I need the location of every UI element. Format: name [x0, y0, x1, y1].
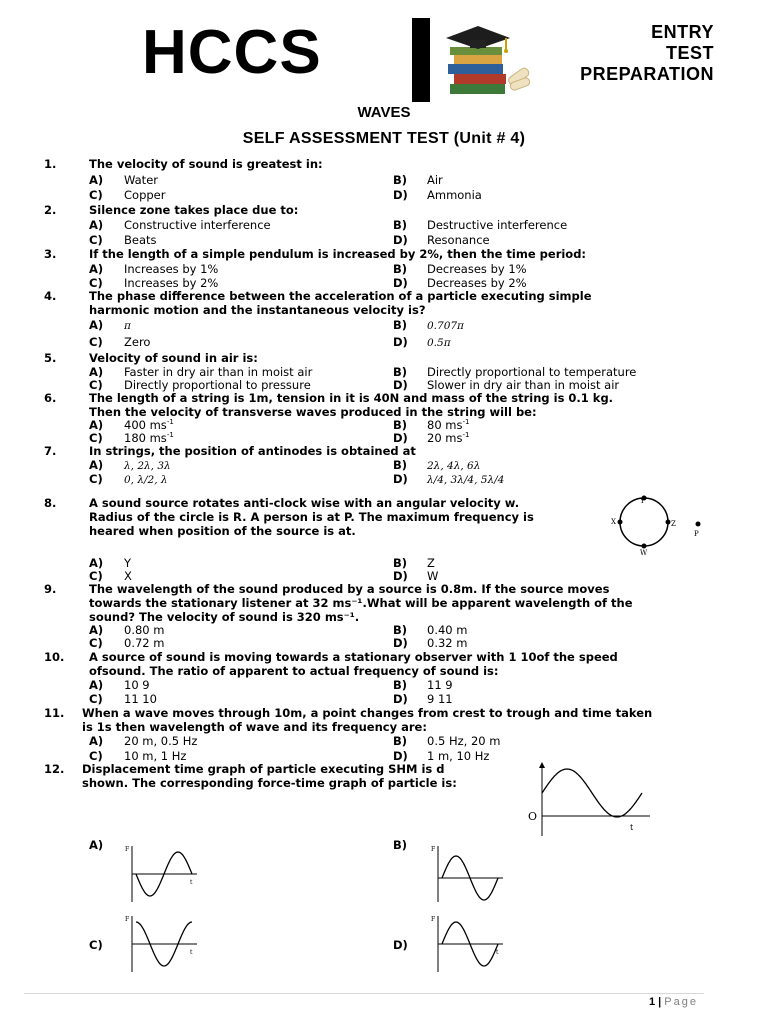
question-text-line: If the length of a simple pendulum is increased by 2%, then the time period:: [89, 247, 587, 261]
option-value: 11 10: [124, 692, 157, 706]
fig-label-w: W: [640, 549, 648, 556]
option-text: [427, 636, 467, 650]
option-value: 0.72 m: [124, 636, 165, 650]
option-superscript: -1: [166, 431, 174, 440]
option-label: D): [393, 233, 408, 247]
option-label: B): [393, 678, 408, 692]
option-value: Y: [124, 556, 132, 570]
option-value: 11 9: [427, 678, 453, 692]
option-text: [427, 569, 438, 583]
option-value: W: [427, 569, 439, 583]
option-label: A): [89, 678, 104, 692]
page-number: 1: [648, 996, 656, 1008]
entry-line-2: TEST: [665, 43, 714, 63]
fig-label-y: Y: [640, 497, 645, 505]
option-label: A): [89, 218, 104, 232]
test-title: SELF ASSESSMENT TEST (Unit # 4): [242, 130, 526, 147]
option-value: Constructive interference: [124, 218, 271, 232]
footer-divider: [24, 993, 704, 994]
option-value: Decreases by 1%: [427, 262, 527, 276]
option-text: [124, 262, 218, 276]
question-number: 6.: [44, 391, 57, 405]
option-label: D): [393, 431, 408, 445]
option-text: [124, 233, 157, 247]
graph-c-t-label: t: [190, 949, 193, 956]
option-value: Increases by 1%: [124, 262, 219, 276]
page-separator: |: [658, 996, 662, 1008]
option-text: [427, 734, 500, 748]
option-label: D): [393, 636, 408, 650]
question-text-line: The wavelength of the sound produced by a source is 0.8m. If the source moves: [89, 582, 610, 596]
option-text: [124, 173, 158, 187]
option-text: [427, 173, 443, 187]
question-text-line: harmonic motion and the instantaneous velocity is?: [89, 303, 426, 317]
option-label: D): [393, 938, 408, 952]
option-text: [124, 623, 164, 637]
option-label: B): [393, 218, 408, 232]
graph-t-label: t: [630, 823, 634, 832]
question-text-line: The length of a string is 1m, tension in it is 40N and mass of the string is 0.1 kg.: [89, 391, 614, 405]
option-value: X: [124, 569, 132, 583]
question-text-line: ofsound. The ratio of apparent to actual frequency of sound is:: [89, 664, 499, 678]
topic-heading: WAVES: [357, 104, 411, 121]
option-text: [427, 556, 435, 570]
option-value: Water: [124, 173, 158, 187]
option-superscript: -1: [462, 431, 470, 440]
option-text: [124, 678, 150, 692]
option-value: Air: [427, 173, 443, 187]
fig-label-p: P: [694, 530, 699, 538]
option-text: [427, 335, 451, 349]
option-value: λ/4, 3λ/4, 5λ/4: [427, 474, 505, 486]
option-value: 0.707π: [427, 320, 464, 332]
option-label: B): [393, 734, 408, 748]
option-text: [124, 472, 168, 486]
option-text: [124, 431, 174, 445]
option-text: [124, 188, 165, 202]
option-text: [427, 692, 453, 706]
option-label: A): [89, 173, 104, 187]
option-text: [427, 233, 490, 247]
question-number: 3.: [44, 247, 57, 261]
option-value: 10 m, 1 Hz: [124, 749, 187, 763]
option-label: C): [89, 431, 103, 445]
option-label: D): [393, 569, 408, 583]
option-value: 2λ, 4λ, 6λ: [427, 460, 481, 472]
option-label: B): [393, 318, 408, 332]
option-value: Directly proportional to pressure: [124, 378, 311, 392]
question-number: 12.: [44, 762, 65, 776]
question-text-line: heared when position of the source is at.: [89, 524, 356, 538]
entry-line-1: ENTRY: [651, 22, 714, 42]
option-value: 0.40 m: [427, 623, 468, 637]
force-graph-d: [428, 912, 508, 974]
option-text: [427, 378, 619, 392]
option-label: C): [89, 938, 103, 952]
option-value: Faster in dry air than in moist air: [124, 365, 313, 379]
graph-a-t-label: t: [190, 879, 193, 886]
option-text: [124, 418, 174, 432]
option-value: 0, λ/2, λ: [124, 474, 168, 486]
option-text: [124, 458, 171, 472]
option-value: 0.5π: [427, 337, 451, 349]
option-text: [427, 188, 482, 202]
question-number: 7.: [44, 444, 57, 458]
option-label: B): [393, 365, 408, 379]
option-label: A): [89, 262, 104, 276]
option-label: D): [393, 472, 408, 486]
question-number: 4.: [44, 289, 57, 303]
question-text-line: towards the stationary listener at 32 ms⁻¹.What will be apparent wavelength of the: [89, 596, 633, 610]
option-label: A): [89, 418, 104, 432]
page-footer: [649, 996, 698, 1008]
header-divider-bar: [412, 18, 430, 102]
option-value: 0.80 m: [124, 623, 165, 637]
option-value: Destructive interference: [427, 218, 568, 232]
option-label: C): [89, 276, 103, 290]
option-text: [124, 734, 197, 748]
fig-label-x: X: [611, 518, 616, 526]
option-value: 20 m, 0.5 Hz: [124, 734, 198, 748]
option-text: [427, 749, 489, 763]
option-value: Zero: [124, 335, 151, 349]
option-text: [124, 218, 271, 232]
option-label: C): [89, 188, 103, 202]
force-graph-a: [122, 842, 202, 904]
graph-a-f-label: F: [125, 846, 130, 853]
option-text: [124, 378, 311, 392]
question-text-line: A sound source rotates anti-clock wise with an angular velocity w.: [89, 496, 520, 510]
option-superscript: -1: [166, 418, 174, 427]
option-text: [427, 365, 636, 379]
option-label: B): [393, 623, 408, 637]
option-label: A): [89, 838, 104, 852]
force-graph-c: [122, 912, 202, 974]
option-text: [427, 472, 504, 486]
question-number: 11.: [44, 706, 65, 720]
option-label: C): [89, 749, 103, 763]
option-value: Increases by 2%: [124, 276, 219, 290]
option-label: B): [393, 556, 408, 570]
option-text: [427, 458, 480, 472]
question-text-line: A source of sound is moving towards a stationary observer with 1 10of the speed: [89, 650, 618, 664]
graph-b-f-label: F: [431, 846, 436, 853]
question-text-line: is 1s then wavelength of wave and its frequency are:: [82, 720, 427, 734]
option-label: B): [393, 418, 408, 432]
question-text-line: The phase difference between the acceleration of a particle executing simple: [89, 289, 592, 303]
option-label: B): [393, 262, 408, 276]
option-label: C): [89, 636, 103, 650]
graph-d-t-label: t: [496, 949, 499, 956]
option-text: [124, 749, 186, 763]
option-text: [124, 636, 164, 650]
option-label: A): [89, 734, 104, 748]
option-label: B): [393, 838, 408, 852]
option-text: [427, 318, 464, 332]
question-text-line: shown. The corresponding force-time graph of particle is:: [82, 776, 457, 790]
option-value: π: [124, 320, 131, 332]
fig-label-z: Z: [671, 520, 676, 528]
option-text: [427, 678, 453, 692]
option-label: A): [89, 458, 104, 472]
option-label: C): [89, 472, 103, 486]
option-label: D): [393, 378, 408, 392]
option-value: Decreases by 2%: [427, 276, 527, 290]
option-text: [124, 692, 157, 706]
option-text: [124, 365, 312, 379]
option-text: [427, 418, 469, 432]
displacement-time-graph: [520, 758, 660, 838]
brand-title: HCCS: [142, 18, 322, 87]
question-number: 1.: [44, 157, 57, 171]
option-label: A): [89, 365, 104, 379]
question-number: 9.: [44, 582, 57, 596]
option-text: [427, 262, 527, 276]
question-number: 5.: [44, 351, 57, 365]
option-text: [427, 623, 467, 637]
option-label: C): [89, 569, 103, 583]
option-text: [427, 431, 469, 445]
option-value: 0.5 Hz, 20 m: [427, 734, 501, 748]
option-value: 20 ms: [427, 431, 463, 445]
question-number: 10.: [44, 650, 65, 664]
entry-test-preparation: [580, 22, 714, 85]
option-value: Beats: [124, 233, 157, 247]
option-label: C): [89, 233, 103, 247]
option-label: D): [393, 276, 408, 290]
graph-d-f-label: F: [431, 916, 436, 923]
option-text: [124, 318, 131, 332]
option-text: [427, 276, 527, 290]
force-graph-b: [428, 842, 508, 904]
option-label: D): [393, 749, 408, 763]
option-label: A): [89, 623, 104, 637]
option-label: A): [89, 556, 104, 570]
question-text-line: Then the velocity of transverse waves produced in the string will be:: [89, 405, 537, 419]
option-value: 1 m, 10 Hz: [427, 749, 490, 763]
question-text-line: The velocity of sound is greatest in:: [89, 157, 323, 171]
page-label: Page: [664, 996, 698, 1008]
option-value: Z: [427, 556, 435, 570]
question-number: 2.: [44, 203, 57, 217]
option-value: λ, 2λ, 3λ: [124, 460, 171, 472]
option-value: 80 ms: [427, 418, 463, 432]
option-text: [427, 218, 567, 232]
option-text: [124, 276, 218, 290]
option-value: Ammonia: [427, 188, 482, 202]
option-label: A): [89, 318, 104, 332]
option-label: D): [393, 335, 408, 349]
option-label: C): [89, 692, 103, 706]
question-text-line: Displacement time graph of particle executing SHM is d: [82, 762, 445, 776]
graph-c-f-label: F: [125, 916, 130, 923]
option-value: Copper: [124, 188, 166, 202]
question-text-line: When a wave moves through 10m, a point changes from crest to trough and time taken: [82, 706, 653, 720]
question-text-line: sound? The velocity of sound is 320 ms⁻¹.: [89, 610, 360, 624]
option-label: D): [393, 188, 408, 202]
circular-motion-figure: [610, 494, 710, 556]
option-value: 10 9: [124, 678, 150, 692]
option-value: Directly proportional to temperature: [427, 365, 637, 379]
books-graduation-cap-logo: [440, 22, 535, 100]
option-text: [124, 569, 132, 583]
option-value: 0.32 m: [427, 636, 468, 650]
option-text: [124, 335, 150, 349]
question-text-line: Radius of the circle is R. A person is at P. The maximum frequency is: [89, 510, 534, 524]
option-text: [124, 556, 131, 570]
option-label: C): [89, 378, 103, 392]
option-value: 9 11: [427, 692, 453, 706]
question-text-line: Silence zone takes place due to:: [89, 203, 299, 217]
option-value: 180 ms: [124, 431, 167, 445]
option-value: Slower in dry air than in moist air: [427, 378, 620, 392]
question-text-line: In strings, the position of antinodes is obtained at: [89, 444, 416, 458]
option-value: Resonance: [427, 233, 490, 247]
option-label: C): [89, 335, 103, 349]
option-label: B): [393, 458, 408, 472]
question-text-line: Velocity of sound in air is:: [89, 351, 258, 365]
option-superscript: -1: [462, 418, 470, 427]
question-number: 8.: [44, 496, 57, 510]
entry-line-3: PREPARATION: [580, 64, 714, 84]
option-value: 400 ms: [124, 418, 167, 432]
option-label: D): [393, 692, 408, 706]
graph-origin-label: O: [528, 810, 538, 823]
option-label: B): [393, 173, 408, 187]
